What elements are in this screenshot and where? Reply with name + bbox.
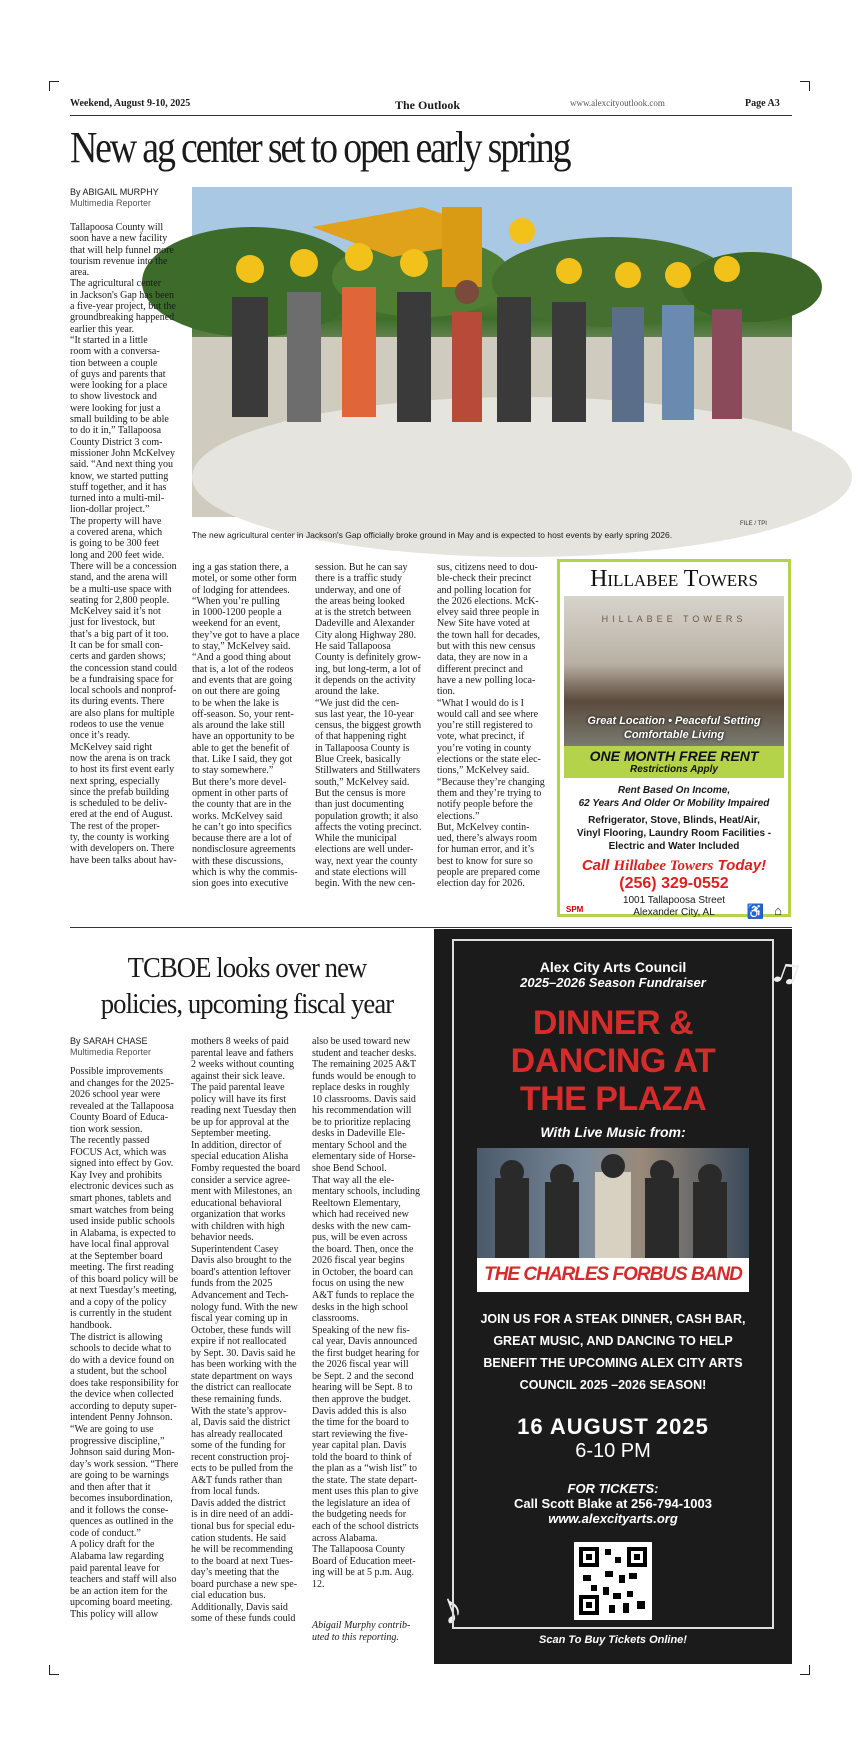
- story1-column-1: Tallapoosa County will soon have a new facility that will help funnel more tourism revenue into the area. The agricultural center in Jackson's Gap has been a five-year project, but the groundbreaking happened earlier this year. “It started in a little room with a conversa- tion between a couple of guys and parents that were looking for a place to show livestock and were looking for just a small building to be able to do it in,” Tallapoosa County District 3 com- missioner John McKelvey said. “And next thing you know, we started putting stuff together, and it has turned into a multi-mil- lion-dollar project.” The property will have a covered arena, which is going to be 300 feet long and 200 feet wide. There will be a concession stand, and the arena will be a multi-use space with seating for 2,800 people. McKelvey said it’s not just for livestock, but that’s a big part of it too. It can be for small con- certs and garden shows; the concession stand could be a fundraising space for local schools and nonprof- its during events. There are also plans for multiple rodeos to use the venue once it’s ready. McKelvey said right now the arena is on track to host its first event early next spring, especially since the prefab building is scheduled to be deliv- ered at the end of August. The rest of the proper- ty, the county is working with developers on. There have been talks about hav-: [70, 222, 177, 866]
- qr-code[interactable]: [574, 1542, 652, 1620]
- hillabee-income: Rent Based On Income, 62 Years And Older Or Mobility Impaired: [578, 785, 770, 809]
- groundbreaking-photo-art: [192, 187, 792, 517]
- band-photo: [477, 1148, 749, 1258]
- story2-role: Multimedia Reporter: [70, 1047, 152, 1057]
- story1-column-4: sus, citizens need to dou- ble-check their precinct and polling location for the 2026 elections. McK- elvey said three people in New Site have voted at the town hall for decades, but with this new census data, they are now in a different precinct and have a new polling loca- tion. “What I would do is I would call and see where you’re still registered to vote, what precinct, if you’re voting in county elections or the state elec- tions,” McKelvey said. “Because they’re changing them and they’re trying to notify people before the elections.” But, McKelvey contin- ued, there’s always room for human error, and it’s best to know for sure so people are prepared come election day for 2026.: [437, 562, 545, 890]
- story2-column-3: also be used toward new student and teacher desks. The remaining 2025 A&T funds would be enough to replace desks in roughly 10 classrooms. Davis said his recommendation will be to prioritize replacing desks in Dadeville Ele- mentary School and the elementary side of Horse- shoe Bend School. That way all the ele- mentary schools, including Reeltown Elementary, which had received new desks with the new cam- pus, will be even across the board. Then, once the 2026 fiscal year begins in October, the board can focus on using the new A&T funds to replace the desks in the high school classrooms. Speaking of the new fis- cal year, Davis announced the first budget hearing for the 2026 fiscal year will be Sept. 2 and the second hearing will be Sept. 8 to then approve the budget. Davis added this is also the time for the board to start reviewing the five- year capital plan. Davis told the board to think of the plan as a “wish list” to the state. The state depart- ment uses this plan to give the legislature an idea of the budgeting needs for each of the school districts across Alabama. The Tallapoosa County Board of Education meet- ing will be at 5 p.m. Aug. 12.: [312, 1036, 421, 1590]
- crop-mark-top-left: [49, 81, 59, 91]
- arts-scan: Scan To Buy Tickets Online!: [539, 1634, 687, 1646]
- hillabee-call-prefix: Call: [581, 857, 610, 874]
- crop-mark-bottom-right: [800, 1665, 810, 1675]
- arts-season: 2025–2026 Season Fundraiser: [520, 975, 706, 990]
- story1-column-2: ing a gas station there, a motel, or some other form of lodging for attendees. “When you’re pulling in 1000-1200 people a weekend for an event, they’ve got to have a place to stay,” McKelvey said. “And a good thing about that is, a lot of the rodeos and events that are going on out there are going to be when the lake is off-season. So, your rent- als around the lake still have an opportunity to be able to get the benefit of that. Like I said, they got to stay somewhere.” But there’s more devel- opment in other parts of the county that are in the works. McKelvey said he can’t go into specifics because there are a lot of nondisclosure agreements with these discussions, which is why the commis- sion goes into executive: [192, 562, 300, 890]
- photo-caption: The new agricultural center in Jackson's Gap officially broke ground in May and is expected to host events by early spring 2026.: [192, 530, 673, 540]
- hillabee-title: Hillabee Towers: [590, 566, 758, 592]
- story2-headline: TCBOE looks over new policies, upcoming fiscal year: [100, 952, 394, 1020]
- hillabee-restrictions: Restrictions Apply: [630, 764, 718, 775]
- story1-byline: [70, 187, 159, 209]
- header-rule: [70, 115, 792, 116]
- crop-mark-top-right: [800, 81, 810, 91]
- story2-byline: [70, 1036, 151, 1058]
- photo-credit: FILE / TPI: [740, 521, 767, 527]
- music-swirl-decoration: ♫: [765, 945, 809, 997]
- arts-date: 16 AUGUST 2025: [517, 1414, 709, 1439]
- arts-council-ad[interactable]: [432, 929, 809, 1664]
- hillabee-promo: ONE MONTH FREE RENT: [589, 748, 759, 764]
- story2-column-2: mothers 8 weeks of paid parental leave and fathers 2 weeks without counting against their sick leave. The paid parental leave policy will have its first reading next Tuesday then be up for approval at the September meeting. In addition, director of special education Alisha Fomby requested the board consider a service agree- ment with Milestones, an educational behavioral organization that works with children with high behavior needs. Superintendent Casey Davis also brought to the board's attention leftover funds from the 2025 Advancement and Tech- nology fund. With the new fiscal year coming up in October, these funds will expire if not reallocated by Sept. 30. Davis said he has been working with the state department on ways the district can reallocate these remaining funds. With the state’s approv- al, Davis said the district has already reallocated some of the funding for recent construction proj- ects to be pulled from the A&T funds rather than from local funds. Davis added the district is in dire need of an addi- tional bus for special edu- cation students. He said he will be recommending to the board at next Tues- day’s meeting that the board purchase a new spe- cial education bus. Additionally, Davis said some of these funds could: [191, 1036, 301, 1625]
- hillabee-tagline: Great Location • Peaceful Setting Comfortable Living: [587, 715, 761, 741]
- equal-housing-icon: ⌂: [774, 903, 782, 918]
- issue-date: Weekend, August 9-10, 2025: [70, 98, 191, 109]
- hillabee-call-name: Hillabee Towers: [613, 858, 714, 874]
- hillabee-building-sign: HILLABEE TOWERS: [601, 614, 747, 624]
- hillabee-call: [560, 857, 788, 875]
- spm-logo: SPM: [566, 905, 584, 914]
- hillabee-amenities: Refrigerator, Stove, Blinds, Heat/Air, Vinyl Flooring, Laundry Room Facilities - Electric and Water Included: [576, 815, 772, 852]
- hillabee-address: 1001 Tallapoosa Street Alexander City, AL: [622, 895, 726, 918]
- arts-tickets-call[interactable]: Call Scott Blake at 256-794-1003: [514, 1496, 712, 1511]
- arts-tickets-label: FOR TICKETS:: [567, 1481, 659, 1496]
- music-swirl-decoration-bottom: ♪: [432, 1581, 470, 1636]
- accessibility-icon: ♿: [746, 903, 764, 919]
- hillabee-call-suffix: Today!: [717, 857, 767, 874]
- qr-code-icon: [579, 1547, 647, 1615]
- hillabee-promo-band: [564, 746, 784, 778]
- story1-headline: New ag center set to open early spring: [70, 123, 570, 172]
- band-photo-art: [477, 1148, 749, 1258]
- story1-role: Multimedia Reporter: [70, 198, 152, 208]
- arts-tickets-url[interactable]: www.alexcityarts.org: [548, 1511, 678, 1526]
- arts-body: JOIN US FOR A STEAK DINNER, CASH BAR, GREAT MUSIC, AND DANCING TO HELP BENEFIT THE UPCOMING ALEX CITY ARTS COUNCIL 2025 –2026 SEASON!: [480, 1312, 746, 1392]
- paper-name: The Outlook: [395, 98, 461, 112]
- story1-column-3: session. But he can say there is a traffic study underway, and one of the areas being looked at is the stretch between Dadeville and Alexander City along Highway 280. He said Tallapoosa County is definitely grow- ing, but long-term, a lot of it depends on the activity around the lake. “We just did the cen- sus last year, the 10-year census, the biggest growth of that happening right in Tallapoosa County is Blue Creek, basically Stillwaters and Stillwaters south,” McKelvey said. But the census is more than just documenting population growth; it also affects the voting precinct. While the municipal elections are well under- way, next year the county and state elections will begin. With the new cen-: [315, 562, 422, 890]
- arts-time: 6-10 PM: [575, 1440, 651, 1462]
- arts-org: Alex City Arts Council: [539, 959, 687, 975]
- section-rule: [70, 927, 792, 928]
- arts-headline: DINNER & DANCING AT THE PLAZA: [510, 1004, 716, 1118]
- paper-url[interactable]: www.alexcityoutlook.com: [570, 98, 665, 108]
- band-name: THE CHARLES FORBUS BAND: [477, 1258, 749, 1292]
- page-number: Page A3: [745, 98, 780, 109]
- story2-author: By SARAH CHASE: [70, 1036, 148, 1046]
- story1-author: By ABIGAIL MURPHY: [70, 187, 159, 197]
- hillabee-building-photo: [564, 596, 784, 746]
- story2-contrib: Abigail Murphy contrib- uted to this reporting.: [312, 1620, 411, 1643]
- story2-column-1: Possible improvements and changes for the 2025- 2026 school year were revealed at the Tallapoosa County Board of Educa- tion work session. The recently passed FOCUS Act, which was signed into effect by Gov. Kay Ivey and prohibits electronic devices such as smart phones, tablets and smart watches from being used inside public schools in Alabama, is expected to have local final approval at the September board meeting. The first reading of this board policy will be at next Tuesday’s meeting, and a copy of the policy is currently in the student handbook. The district is allowing schools to decide what to do with a device found on a student, but the school does take responsibility for the device when collected according to deputy super- intendent Penny Johnson. “We are going to use progressive discipline,” Johnson said during Mon- day’s work session. “There are going to be warnings and then after that it becomes insubordination, and it follows the conse- quences as outlined in the code of conduct.” A policy draft for the Alabama law regarding paid parental leave for teachers and staff will also be an action item for the upcoming board meeting. This policy will allow: [70, 1066, 179, 1620]
- hillabee-towers-ad[interactable]: [557, 559, 791, 917]
- groundbreaking-photo: [192, 187, 792, 517]
- arts-live-music: With Live Music from:: [540, 1124, 686, 1140]
- crop-mark-bottom-left: [49, 1665, 59, 1675]
- hillabee-phone[interactable]: (256) 329-0552: [619, 875, 729, 892]
